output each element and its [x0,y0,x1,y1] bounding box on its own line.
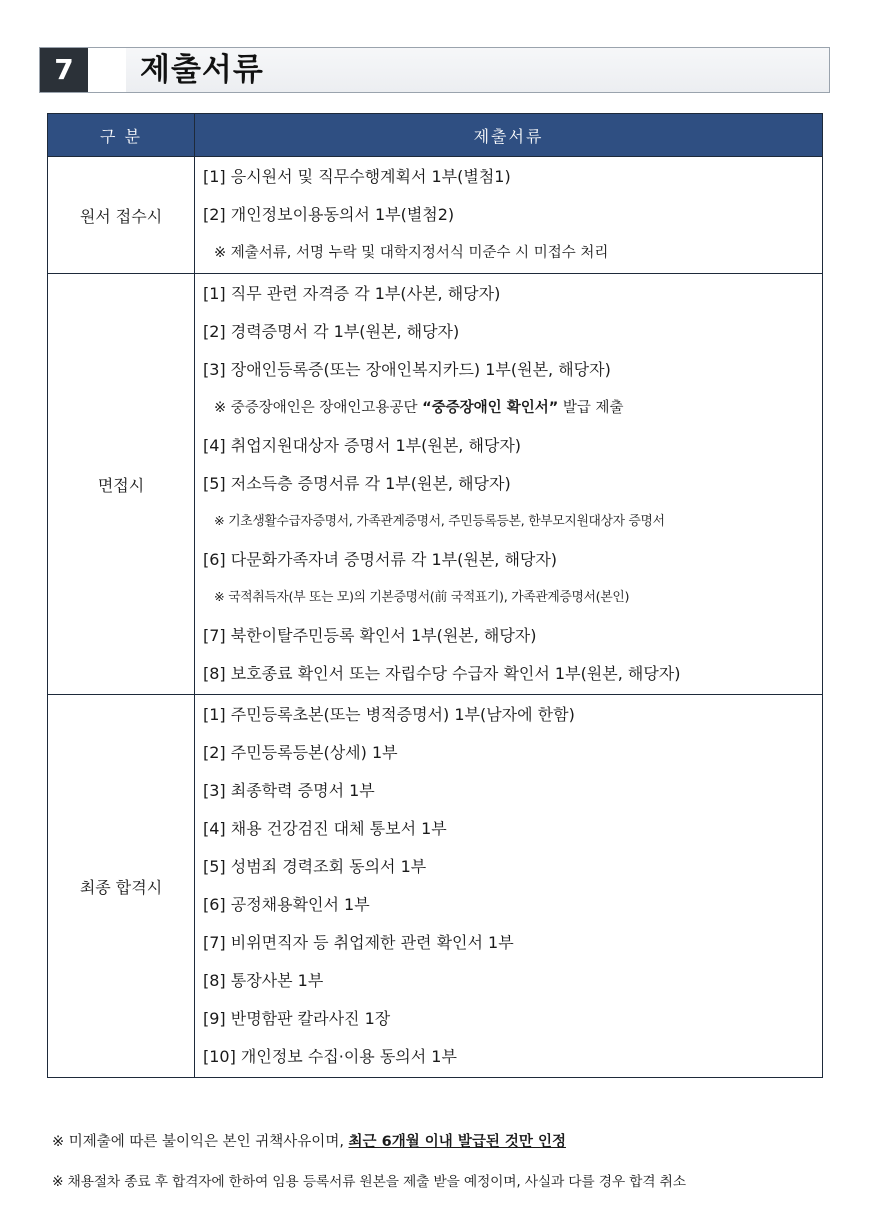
category-final-pass: 최종 합격시 [48,695,195,1078]
list-item: [7] 북한이탈주민등록 확인서 1부(원본, 해당자) [203,626,537,645]
list-item: [10] 개인정보 수집·이용 동의서 1부 [203,1047,457,1066]
category-interview: 면접시 [48,274,195,695]
list-item: [1] 직무 관련 자격증 각 1부(사본, 해당자) [203,284,501,303]
list-item: [4] 취업지원대상자 증명서 1부(원본, 해당자) [203,436,522,455]
note-item: ※ 기초생활수급자증명서, 가족관계증명서, 주민등록등본, 한부모지원대상자 증명서 [214,514,665,529]
footnote-non-submission [52,1130,566,1151]
footnote-original-documents: ※ 채용절차 종료 후 합격자에 한하여 임용 등록서류 원본을 제출 받을 예정이며, 사실과 다를 경우 합격 취소 [52,1174,686,1190]
section-heading [39,47,830,93]
documents-cell [195,695,823,1078]
list-item: [2] 경력증명서 각 1부(원본, 해당자) [203,322,460,341]
section-number: 7 [40,48,88,92]
table-row [48,274,823,695]
footnote-text: ※ 미제출에 따른 불이익은 본인 귀책사유이며, [52,1134,349,1150]
list-item: [1] 주민등록초본(또는 병적증명서) 1부(남자에 한함) [203,705,575,724]
table-header-row [48,114,823,157]
list-item: [8] 통장사본 1부 [203,971,324,990]
footnote-emphasis: 최근 6개월 이내 발급된 것만 인정 [348,1134,566,1150]
note-item: ※ 제출서류, 서명 누락 및 대학지정서식 미준수 시 미접수 처리 [214,245,609,261]
documents-cell [195,274,823,695]
list-item: [3] 최종학력 증명서 1부 [203,781,375,800]
documents-table [47,113,823,1078]
heading-spacer [88,48,126,92]
list-item: [6] 공정채용확인서 1부 [203,895,370,914]
section-title: 제출서류 [140,52,264,88]
list-item: [5] 저소득층 증명서류 각 1부(원본, 해당자) [203,474,511,493]
list-item: [8] 보호종료 확인서 또는 자립수당 수급자 확인서 1부(원본, 해당자) [203,664,681,683]
note-item [196,389,821,427]
note-text: 발급 제출 [558,400,624,416]
note-text: ※ 중증장애인은 장애인고용공단 [214,400,423,416]
table-row [48,695,823,1078]
table-row [48,157,823,274]
list-item: [2] 주민등록등본(상세) 1부 [203,743,398,762]
header-documents: 제출서류 [195,114,823,157]
note-item: ※ 국적취득자(부 또는 모)의 기본증명서(前 국적표기), 가족관계증명서(본인) [214,590,630,605]
list-item: [6] 다문화가족자녀 증명서류 각 1부(원본, 해당자) [203,550,558,569]
list-item: [1] 응시원서 및 직무수행계획서 1부(별첨1) [203,167,511,186]
list-item: [9] 반명함판 칼라사진 1장 [203,1009,391,1028]
list-item: [5] 성범죄 경력조회 동의서 1부 [203,857,427,876]
list-item: [4] 채용 건강검진 대체 통보서 1부 [203,819,447,838]
list-item: [3] 장애인등록증(또는 장애인복지카드) 1부(원본, 해당자) [203,360,611,379]
list-item: [7] 비위면직자 등 취업제한 관련 확인서 1부 [203,933,514,952]
note-emphasis: “중증장애인 확인서” [422,400,559,416]
list-item: [2] 개인정보이용동의서 1부(별첨2) [203,205,455,224]
documents-cell [195,157,823,274]
header-category: 구 분 [48,114,195,157]
category-application: 원서 접수시 [48,157,195,274]
